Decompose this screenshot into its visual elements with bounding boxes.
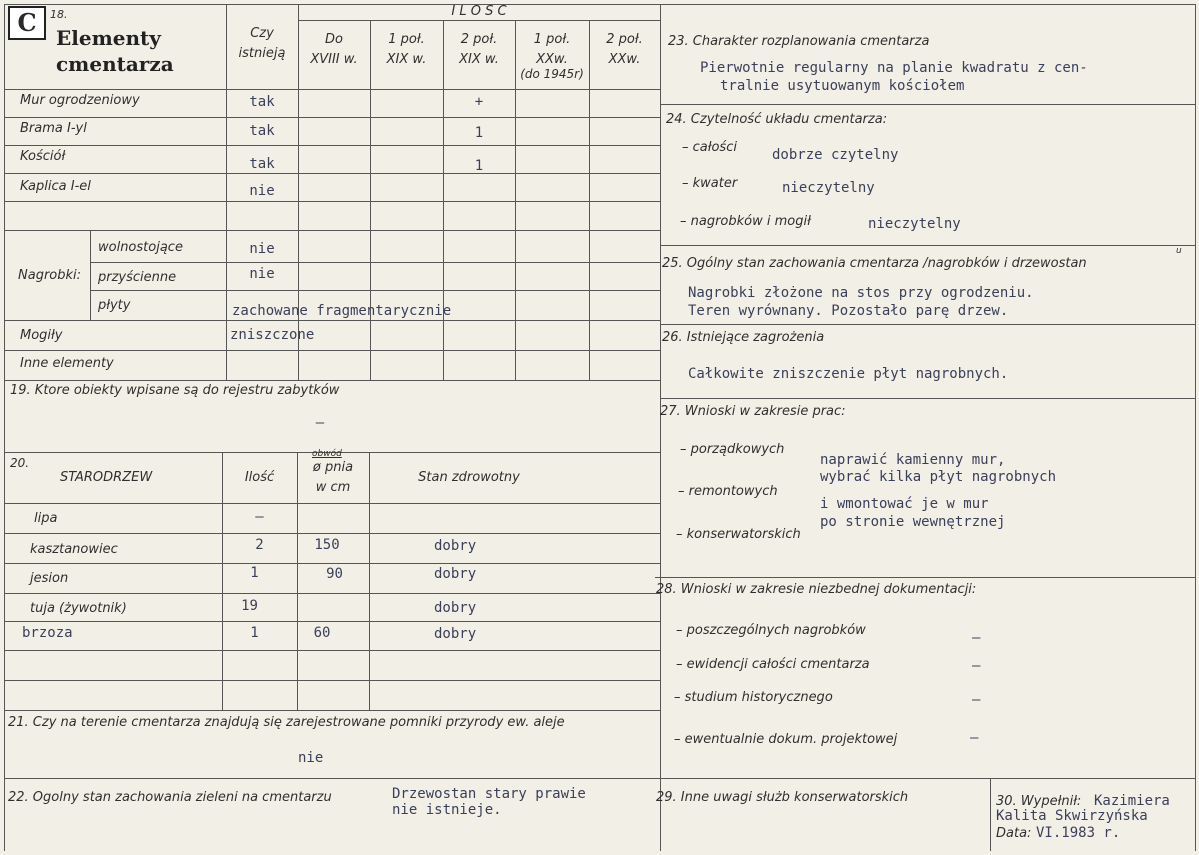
s20-header-pnia: ø pnia xyxy=(312,460,354,475)
tree-state: dobry xyxy=(434,626,477,642)
s24-key: – nagrobków i mogił xyxy=(680,214,811,229)
row-exists: tak xyxy=(249,94,275,110)
tree-name: lipa xyxy=(34,511,58,526)
s20-header-ilosc: Ilość xyxy=(244,470,275,485)
col-header: XVIII w. xyxy=(310,52,358,67)
nag-row-label: przyścienne xyxy=(98,270,177,285)
s25-sup: u xyxy=(1176,246,1182,256)
tree-name: jesion xyxy=(30,571,69,586)
s30-label: 30. Wypełnił: xyxy=(996,794,1082,809)
s25-value2: Teren wyrównany. Pozostało parę drzew. xyxy=(688,303,1009,319)
s28-value: – xyxy=(972,658,981,674)
s20-header-stan: Stan zdrowotny xyxy=(418,470,520,485)
s26-value: Całkowite zniszczenie płyt nagrobnych. xyxy=(688,366,1009,382)
s24-value: dobrze czytelny xyxy=(772,147,899,163)
section-number: 18. xyxy=(50,8,68,21)
nag-row-exists: nie xyxy=(249,266,275,282)
right-border xyxy=(1195,4,1196,851)
s28-key: – ewidencji całości cmentarza xyxy=(676,657,870,672)
ilosc-header: I L O S C xyxy=(451,4,507,19)
s30-name1: Kazimiera xyxy=(1094,793,1170,809)
row-exists: tak xyxy=(249,156,275,172)
row-exists: nie xyxy=(249,183,275,199)
nag-row-label: płyty xyxy=(98,298,131,313)
s25-label: 25. Ogólny stan zachowania cmentarza /nagrobków i drzewostan xyxy=(662,256,1087,271)
s26-label: 26. Istniejące zagrożenia xyxy=(662,330,825,345)
s27-value: naprawić kamienny mur, xyxy=(820,452,1006,468)
row-count: 1 xyxy=(474,125,484,141)
s23-label: 23. Charakter rozplanowania cmentarza xyxy=(668,34,930,49)
row-exists: tak xyxy=(249,123,275,139)
col-header: Do xyxy=(325,32,343,47)
s27-value: i wmontować je w mur xyxy=(820,496,989,512)
s22-label: 22. Ogolny stan zachowania zieleni na cmentarzu xyxy=(8,790,332,805)
col-header: XIX w. xyxy=(459,52,499,67)
nag-row-exists: zachowane fragmentarycznie xyxy=(232,303,452,319)
nagrobki-label: Nagrobki: xyxy=(18,268,82,283)
s29-label: 29. Inne uwagi służb konserwatorskich xyxy=(656,790,909,805)
s23-value2: tralnie usytuowanym kościołem xyxy=(720,78,965,94)
row-label: Kościół xyxy=(20,149,66,164)
tree-qty: – xyxy=(255,509,264,525)
s28-key: – poszczególnych nagrobków xyxy=(676,623,866,638)
s30-name2: Kalita Skwirzyńska xyxy=(996,808,1148,824)
center-divider xyxy=(660,4,661,851)
s28-value: – xyxy=(972,692,981,708)
tree-state: dobry xyxy=(434,566,477,582)
s28-label: 28. Wnioski w zakresie niezbednej dokumentacji: xyxy=(656,582,977,597)
s20-header-starodrzew: STARODRZEW xyxy=(60,470,153,485)
inne-label: Inne elementy xyxy=(20,356,114,371)
s30-date: VI.1983 r. xyxy=(1036,825,1121,841)
s24-value: nieczytelny xyxy=(868,216,961,232)
s27-key: – konserwatorskich xyxy=(676,527,801,542)
s28-key: – studium historycznego xyxy=(674,690,833,705)
s20-header-cm: w cm xyxy=(315,480,351,495)
row-label: Mur ogrodzeniowy xyxy=(20,93,140,108)
s27-label: 27. Wnioski w zakresie prac: xyxy=(660,404,846,419)
s28-value: – xyxy=(972,630,981,646)
s27-key: – remontowych xyxy=(678,484,778,499)
s21-label: 21. Czy na terenie cmentarza znajdują się zarejestrowane pomniki przyrody ew. aleje xyxy=(8,715,565,730)
col-header: 1 poł. xyxy=(533,32,571,47)
s23-value1: Pierwotnie regularny na planie kwadratu z cen- xyxy=(700,60,1088,76)
col-header: XXw. xyxy=(608,52,641,67)
mogily-value: zniszczone xyxy=(230,327,315,343)
tree-diameter: 150 xyxy=(314,537,340,553)
tree-state: dobry xyxy=(434,600,477,616)
s28-value: – xyxy=(970,730,979,746)
s22-value2: nie istnieje. xyxy=(392,802,502,818)
top-border-right xyxy=(660,4,1196,5)
s20-number: 20. xyxy=(10,456,30,470)
col-header: XXw. xyxy=(536,52,568,67)
s24-value: nieczytelny xyxy=(782,180,875,196)
s27-value: wybrać kilka płyt nagrobnych xyxy=(820,469,1057,485)
tree-name: kasztanowiec xyxy=(30,542,118,557)
exists-header1: Czy xyxy=(250,26,274,41)
tree-diameter: 60 xyxy=(313,625,331,641)
s27-value: po stronie wewnętrznej xyxy=(820,514,1006,530)
tree-name: tuja (żywotnik) xyxy=(30,601,127,616)
mogily-label: Mogiły xyxy=(20,328,63,343)
col-header: XIX w. xyxy=(386,52,427,67)
exists-header2: istnieją xyxy=(238,46,286,61)
col-header: (do 1945r) xyxy=(520,67,584,81)
s19-value: – xyxy=(315,415,325,431)
s24-key: – kwater xyxy=(682,176,738,191)
row-count: + xyxy=(474,94,484,110)
left-border xyxy=(4,4,5,851)
title-line1: Elementy xyxy=(56,26,161,50)
s24-key: – całości xyxy=(682,140,737,155)
section-letter: C xyxy=(8,6,46,40)
s22-value1: Drzewostan stary prawie xyxy=(392,786,586,802)
s24-label: 24. Czytelność układu cmentarza: xyxy=(666,112,888,127)
row-count: 1 xyxy=(474,158,484,174)
tree-diameter: 90 xyxy=(326,566,343,582)
tree-qty: 1 xyxy=(250,565,259,581)
nag-row-label: wolnostojące xyxy=(98,240,183,255)
tree-name: brzoza xyxy=(22,625,73,641)
tree-state: dobry xyxy=(434,538,477,554)
col-header: 2 poł. xyxy=(460,32,498,47)
tree-qty: 1 xyxy=(250,625,259,641)
col-header: 2 poł. xyxy=(606,32,643,47)
s28-key: – ewentualnie dokum. projektowej xyxy=(674,732,898,747)
title-line2: cmentarza xyxy=(56,52,174,76)
row-label: Kaplica I-el xyxy=(20,179,91,194)
row-label: Brama I-yl xyxy=(20,121,87,136)
col-header: 1 poł. xyxy=(388,32,425,47)
tree-qty: 2 xyxy=(255,537,264,553)
s20-header-note: obwód xyxy=(312,449,342,459)
s21-value: nie xyxy=(298,750,324,766)
s25-value1: Nagrobki złożone na stos przy ogrodzeniu. xyxy=(688,285,1034,301)
s27-key: – porządkowych xyxy=(680,442,785,457)
nag-row-exists: nie xyxy=(249,241,275,257)
tree-qty: 19 xyxy=(241,598,258,614)
s30-date-label: Data: xyxy=(996,826,1032,841)
s19-label: 19. Ktore obiekty wpisane są do rejestru zabytków xyxy=(10,383,340,398)
